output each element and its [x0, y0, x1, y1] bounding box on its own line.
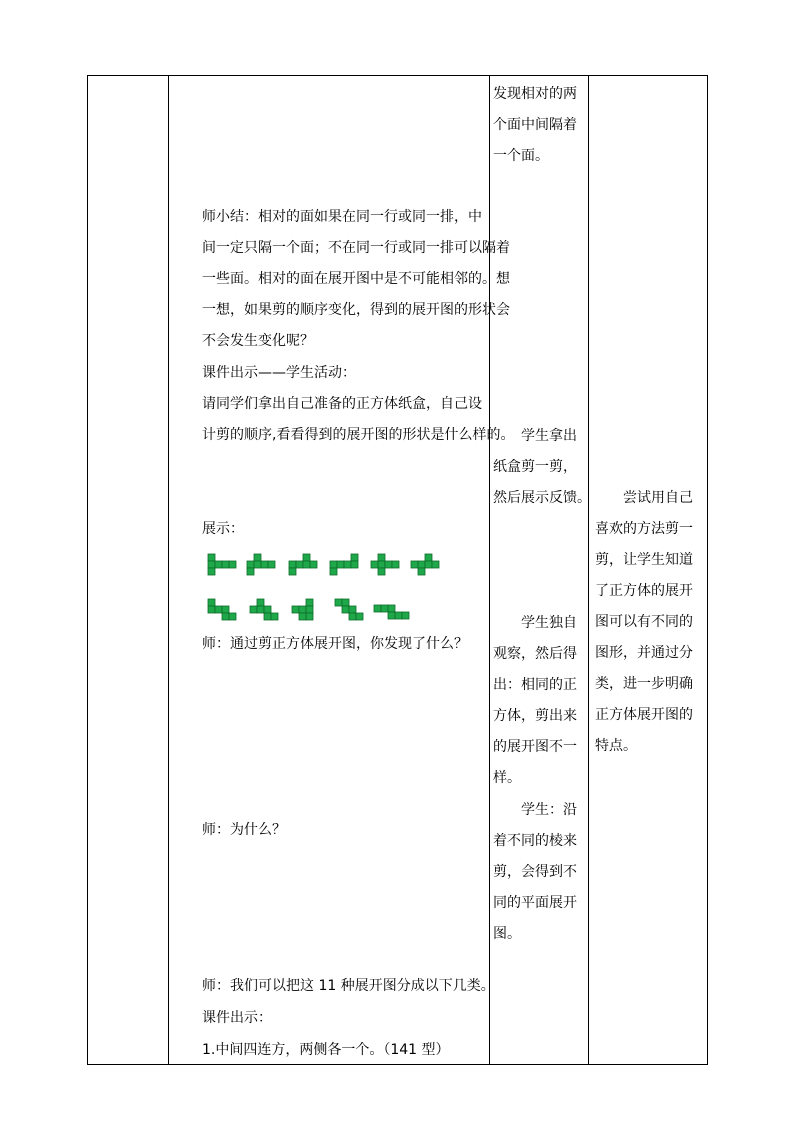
student-reason: 学生：沿 着不同的棱来 剪，会得到不 同的平面展开 图。 — [493, 802, 577, 942]
question-why: 师：为什么？ — [202, 822, 286, 838]
courseware-activity-heading: 课件出示——学生活动： — [202, 365, 356, 381]
cube-net-10 — [335, 599, 363, 620]
teacher-summary-line-3: 一些面。相对的面在展开图中是不可能相邻的。想 — [202, 271, 510, 287]
courseware-heading: 课件出示： — [202, 1010, 272, 1026]
table-divider-1 — [168, 76, 169, 1064]
teacher-summary-line-4: 一想，如果剪的顺序变化，得到的展开图的形状会 — [202, 302, 510, 318]
classify-statement: 师：我们可以把这 11 种展开图分成以下几类。 — [202, 978, 495, 994]
teacher-summary-line-1: 师小结：相对的面如果在同一行或同一排，中 — [202, 209, 482, 225]
question-discovery: 师：通过剪正方体展开图，你发现了什么？ — [202, 636, 468, 652]
cube-net-11 — [374, 605, 409, 619]
show-label: 展示： — [202, 521, 244, 537]
cube-net-4 — [330, 554, 358, 575]
lesson-table — [87, 75, 708, 1065]
cube-net-9 — [292, 599, 313, 620]
cube-net-6 — [411, 554, 439, 575]
cube-net-1 — [208, 554, 236, 575]
teacher-summary-line-2: 间一定只隔一个面；不在同一行或同一排可以隔着 — [202, 240, 510, 256]
cube-net-7 — [208, 599, 236, 620]
cube-net-3 — [289, 554, 317, 575]
student-cut-activity: 学生拿出 纸盒剪一剪， 然后展示反馈。 — [493, 428, 591, 506]
invite-line-1: 请同学们拿出自己准备的正方体纸盒，自己设 — [202, 396, 482, 412]
cube-nets-figure — [206, 550, 446, 626]
student-finding: 发现相对的两 个面中间隔着 一个面。 — [493, 86, 577, 164]
classification-item-1: 1.中间四连方，两侧各一个。（141 型） — [202, 1042, 450, 1058]
cube-net-8 — [250, 599, 278, 620]
invite-line-2: 计剪的顺序,看看得到的展开图的形状是什么样的。 — [202, 427, 515, 443]
cube-net-2 — [247, 554, 275, 575]
student-observation: 学生独自 观察，然后得 出：相同的正 方体，剪出来 的展开图不一 样。 — [493, 615, 577, 786]
table-divider-3 — [588, 76, 589, 1064]
teacher-summary-line-5: 不会发生变化呢？ — [202, 333, 314, 349]
table-divider-2 — [489, 76, 490, 1064]
design-intent: 尝试用自己 喜欢的方法剪一 剪，让学生知道 了正方体的展开 图可以有不同的 图形，并通过分 类，进一步明确 正方体展开图的 特点。 — [595, 490, 693, 754]
cube-net-5 — [371, 554, 399, 575]
